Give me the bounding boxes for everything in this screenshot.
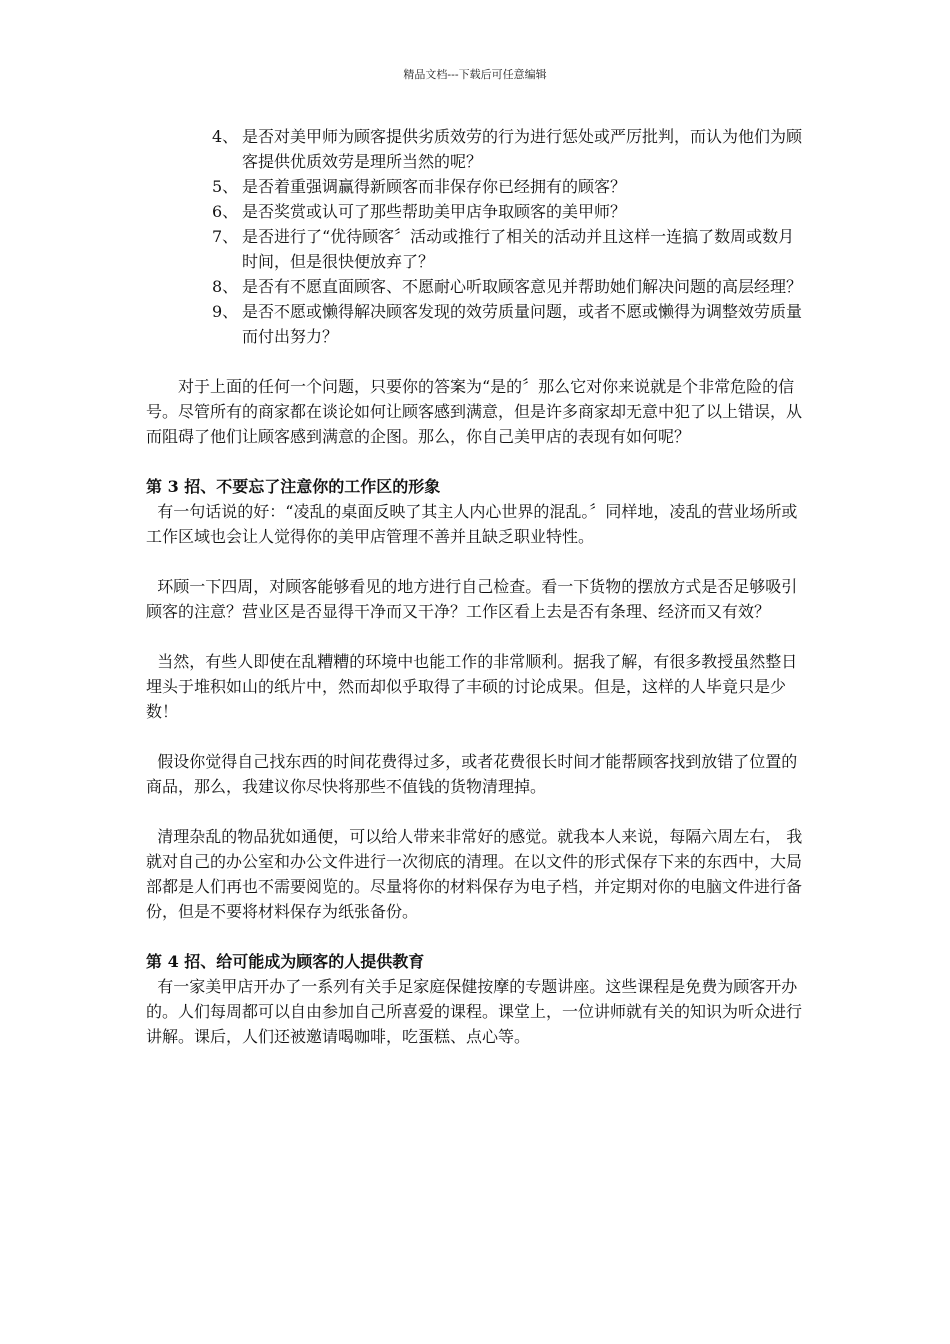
question-item xyxy=(146,274,810,299)
question-text: 是否着重强调赢得新顾客而非保存你已经拥有的顾客？ xyxy=(242,177,627,196)
spacer xyxy=(146,799,810,824)
question-text: 是否进行了“优待顾客〞活动或推行了相关的活动并且这样一连搞了数周或数月时间，但是很快便放弃了？ xyxy=(242,227,795,271)
spacer xyxy=(146,724,810,749)
section-3-paragraph-3: 当然，有些人即使在乱糟糟的环境中也能工作的非常顺利。据我了解，有很多教授虽然整日埋头于堆积如山的纸片中，然而却似乎取得了丰硕的讨论成果。但是，这样的人毕竟只是少数！ xyxy=(146,652,798,721)
section-3-paragraph-4: 假设你觉得自己找东西的时间花费得过多，或者花费很长时间才能帮顾客找到放错了位置的商品，那么，我建议你尽快将那些不值钱的货物清理掉。 xyxy=(146,752,798,796)
page-header: 精品文档---下载后可任意编辑 xyxy=(403,68,547,81)
spacer xyxy=(146,449,810,474)
spacer xyxy=(146,924,810,949)
question-number: 7、 xyxy=(212,227,239,246)
question-text: 是否奖赏或认可了那些帮助美甲店争取顾客的美甲师？ xyxy=(242,202,627,221)
question-number: 4、 xyxy=(212,127,239,146)
question-number: 8、 xyxy=(212,277,239,296)
question-item xyxy=(146,224,810,274)
document-body xyxy=(146,124,810,1049)
section-4-paragraph-1: 有一家美甲店开办了一系列有关手足家庭保健按摩的专题讲座。这些课程是免费为顾客开办的。人们每周都可以自由参加自己所喜爱的课程。课堂上，一位讲师就有关的知识为听众进行讲解。课后，人们还被邀请喝咖啡，吃蛋糕、点心等。 xyxy=(146,977,803,1046)
question-number: 5、 xyxy=(212,177,239,196)
summary-paragraph: 对于上面的任何一个问题，只要你的答案为“是的〞那么它对你来说就是个非常危险的信号。尽管所有的商家都在谈论如何让顾客感到满意，但是许多商家却无意中犯了以上错误，从而阻碍了他们让顾客感到满意的企图。那么，你自己美甲店的表现有如何呢？ xyxy=(146,377,803,446)
question-text: 是否对美甲师为顾客提供劣质效劳的行为进行惩处或严厉批判，而认为他们为顾客提供优质效劳是理所当然的呢？ xyxy=(242,127,803,171)
question-item xyxy=(146,124,810,174)
question-number: 9、 xyxy=(212,302,239,321)
question-text: 是否有不愿直面顾客、不愿耐心听取顾客意见并帮助她们解决问题的高层经理？ xyxy=(242,277,803,296)
section-3-heading: 第 3 招、不要忘了注意你的工作区的形象 xyxy=(146,477,441,496)
question-number: 6、 xyxy=(212,202,239,221)
question-item xyxy=(146,199,810,224)
spacer xyxy=(146,549,810,574)
section-4-heading: 第 4 招、给可能成为顾客的人提供教育 xyxy=(146,952,425,971)
section-3-paragraph-5: 清理杂乱的物品犹如通便，可以给人带来非常好的感觉。就我本人来说，每隔六周左右， 我就对自己的办公室和办公文件进行一次彻底的清理。在以文件的形式保存下来的东西中，大局部都是人们再也不需要阅览的。尽量将你的材料保存为电子档，并定期对你的电脑文件进行备份，但是不要将材料保存为纸张备份。 xyxy=(146,827,803,921)
question-list xyxy=(146,124,810,349)
question-item xyxy=(146,299,810,349)
section-3-paragraph-1: 有一句话说的好：“凌乱的桌面反映了其主人内心世界的混乱。〞同样地，凌乱的营业场所或工作区域也会让人觉得你的美甲店管理不善并且缺乏职业特性。 xyxy=(146,502,798,546)
question-text: 是否不愿或懒得解决顾客发现的效劳质量问题，或者不愿或懒得为调整效劳质量而付出努力？ xyxy=(242,302,803,346)
question-item xyxy=(146,174,810,199)
spacer xyxy=(146,349,810,374)
section-3-paragraph-2: 环顾一下四周，对顾客能够看见的地方进行自己检查。看一下货物的摆放方式是否足够吸引顾客的注意？营业区是否显得干净而又干净？工作区看上去是否有条理、经济而又有效？ xyxy=(146,577,798,621)
spacer xyxy=(146,624,810,649)
